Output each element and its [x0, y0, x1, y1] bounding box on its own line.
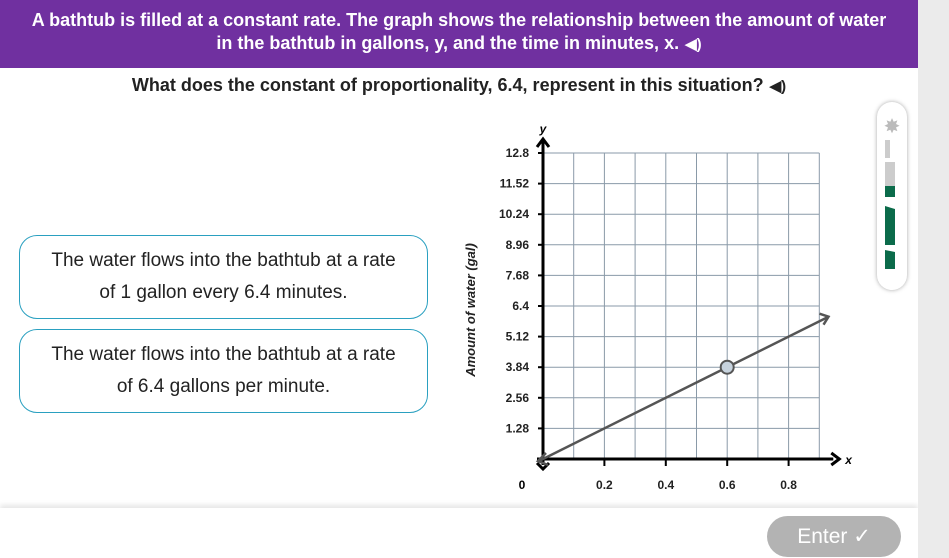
y-tick-label: 12.8: [505, 146, 529, 160]
enter-button[interactable]: Enter ✓: [767, 516, 901, 557]
progress-meter: [877, 102, 907, 290]
progress-segment: [885, 206, 895, 245]
y-tick-label: 11.52: [499, 176, 529, 191]
data-point: [721, 361, 734, 374]
x-tick-label: 0.2: [596, 478, 613, 492]
star-icon: ✸: [883, 116, 901, 138]
y-tick-label: 1.28: [505, 421, 529, 436]
origin-label: 0: [518, 478, 526, 492]
choice-text-line-1: The water flows into the bathtub at a rate: [51, 344, 396, 365]
progress-segment: [885, 250, 895, 269]
question: [0, 75, 918, 96]
progress-segment: [885, 186, 895, 197]
choice-text-line-2: of 6.4 gallons per minute.: [116, 376, 331, 397]
choice-text-line-1: The water flows into the bathtub at a rate: [51, 250, 396, 271]
y-var-label: y: [539, 122, 547, 136]
y-tick-label: 10.24: [498, 207, 529, 222]
y-tick-label: 7.68: [505, 268, 529, 283]
prompt-line-1: A bathtub is filled at a constant rate. The graph shows the relationship between the amount of water: [31, 10, 887, 30]
y-axis-label: Amount of water (gal): [463, 243, 478, 377]
y-tick-label: 3.84: [505, 360, 529, 375]
prompt-line-2: in the bathtub in gallons, y, and the time in minutes, x.: [216, 33, 680, 53]
speaker-icon[interactable]: ◀): [769, 78, 787, 95]
speaker-icon[interactable]: ◀): [685, 36, 702, 53]
y-tick-label: 5.12: [505, 329, 529, 344]
graph: [455, 115, 865, 495]
choice-text-line-2: of 1 gallon every 6.4 minutes.: [99, 282, 348, 303]
prompt-header: [0, 0, 918, 68]
y-tick-label: 8.96: [505, 237, 529, 252]
proportional-line: [539, 317, 829, 461]
x-tick-label: 0.6: [718, 478, 736, 492]
progress-segment: [885, 162, 895, 186]
question-text: What does the constant of proportionality, 6.4, represent in this situation?: [131, 75, 764, 95]
side-strip: [918, 0, 949, 558]
y-tick-label: 6.4: [512, 299, 529, 313]
x-tick-label: 0.8: [780, 478, 797, 492]
answer-choice-2[interactable]: [19, 329, 428, 413]
x-var-label: x: [845, 453, 852, 467]
x-tick-label: 0.4: [657, 478, 675, 492]
y-tick-label: 2.56: [505, 390, 529, 405]
answer-choice-1[interactable]: [19, 235, 428, 319]
progress-segment: [885, 140, 890, 158]
